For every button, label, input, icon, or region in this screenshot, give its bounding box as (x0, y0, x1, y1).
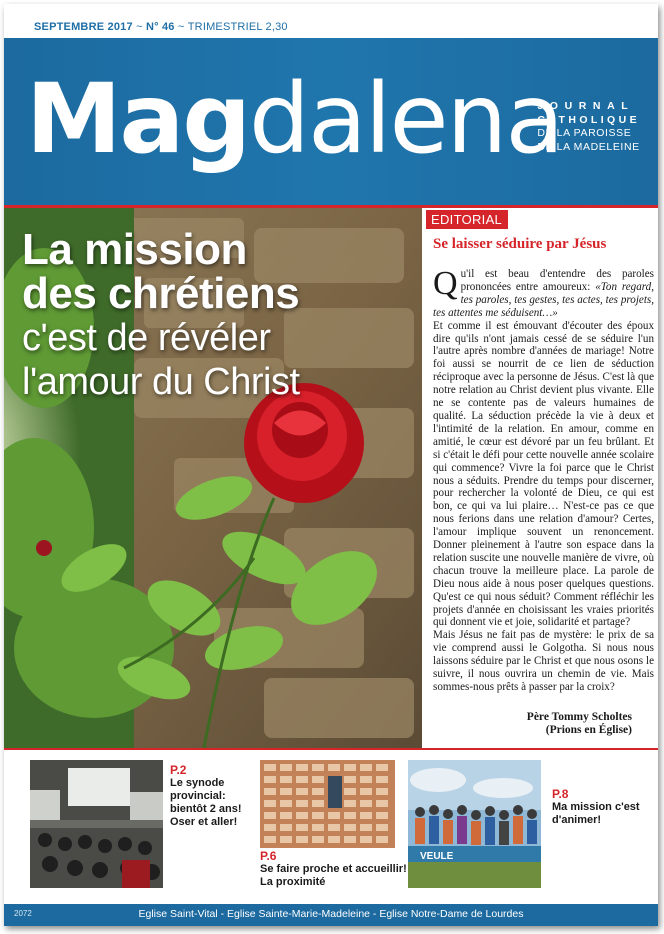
teaser-page-number: P.8 (552, 787, 569, 801)
teaser-animate[interactable]: P.8 Ma mission c'est d'animer! (552, 787, 640, 826)
editorial-signature: Père Tommy Scholtes (Prions en Église) (526, 711, 632, 736)
issue-number: N° 46 (145, 21, 175, 33)
issue-date: SEPTEMBRE 2017 (34, 21, 133, 33)
masthead (4, 38, 658, 205)
cover-headline: La mission des chrétiens c'est de révéler l'amour du Christ (22, 225, 300, 403)
divider (4, 748, 658, 750)
editorial-body: Qu'il est beau d'entendre des paroles prononcées entre amoureux: «Ton regard, tes paroles, tes gestes, tes actes, tes projets, tes attentes me séduisent…» Et comme il est émouvant d'écouter des époux dire qu'ils n'ont jamais cessé de se séduire l'un l'autre après nombre d'années de mariage! Notre foi aussi se nourrit de ce lien de séduction réciproque avec la personne de Jésus. C'est là que notre relation au Christ devient plus vivante. Elle ne se contente pas de valeurs humaines de qualité. La séduction précède la vie à deux et l'intimité de la relation. En amour, comme en amitié, le cœur est dévoré par un feu brûlant. Et si c'était le défi pour cette nouvelle année scolaire qui commence? Vivre la foi parce que le Christ nous a séduits. Prendre du temps pour discerner, pour rechercher la volonté de Dieu, ce qui est bon, ce qui va lui plaire… N'est-ce pas ce que nous ferions dans une relation d'amour? Certes, l'amour implique souvent un renoncement. Donner pleinement à l'autre son espace dans la relation suscite une nouvelle manière de vivre, où chacun trouve la meilleure place. La parole de Dieu nous aide à nous poser quelques questions. Qu'est ce qui nous séduit? Comment réfléchir les projets d'année en choisissant les vraies priorités qui donnent vie et joie, solidarité et partage? Mais Jésus ne fait pas de mystère: le prix de sa vie comprend aussi le Golgotha. Si nous nous laissons séduire par le Christ et que nous osons le suivre, il nous ouvrira un chemin de vie. Mais sommes-nous prêts à passer par la croix? (433, 265, 654, 693)
drop-cap: Q (433, 265, 458, 302)
editorial-tag: EDITORIAL (426, 210, 508, 229)
parish-churches: Eglise Saint-Vital - Eglise Sainte-Marie-Madeleine - Eglise Notre-Dame de Lourdes (138, 908, 524, 920)
teaser-page-number: P.2 (170, 763, 187, 777)
footer-bar (4, 904, 658, 926)
issue-frequency-price: TRIMESTRIEL 2,30 (187, 21, 288, 33)
magazine-cover (4, 4, 658, 926)
issue-line: SEPTEMBRE 2017 ~ N° 46 ~ TRIMESTRIEL 2,30 (34, 21, 288, 33)
teaser-photo-group (408, 760, 541, 888)
magazine-logo: Magdalena (26, 63, 563, 175)
teaser-photo-synod (30, 760, 163, 888)
editorial-column (424, 208, 658, 748)
teaser-synod[interactable]: P.2 Le synode provincial: bientôt 2 ans! Oser et aller! (170, 763, 242, 828)
teaser-photo-building (260, 760, 395, 848)
boat-name-sign: VEULE (420, 851, 454, 862)
teaser-proximity[interactable]: P.6 Se faire proche et accueillir! La proximité (260, 849, 407, 888)
publication-code: 2072 (14, 909, 32, 918)
editorial-title: Se laisser séduire par Jésus (433, 236, 607, 252)
teaser-page-number: P.6 (260, 849, 277, 863)
cover-photo-rose (4, 208, 422, 748)
masthead-subtitle: JOURNAL CATHOLIQUE DE LA PAROISSE DE LA MADELEINE (537, 100, 640, 153)
